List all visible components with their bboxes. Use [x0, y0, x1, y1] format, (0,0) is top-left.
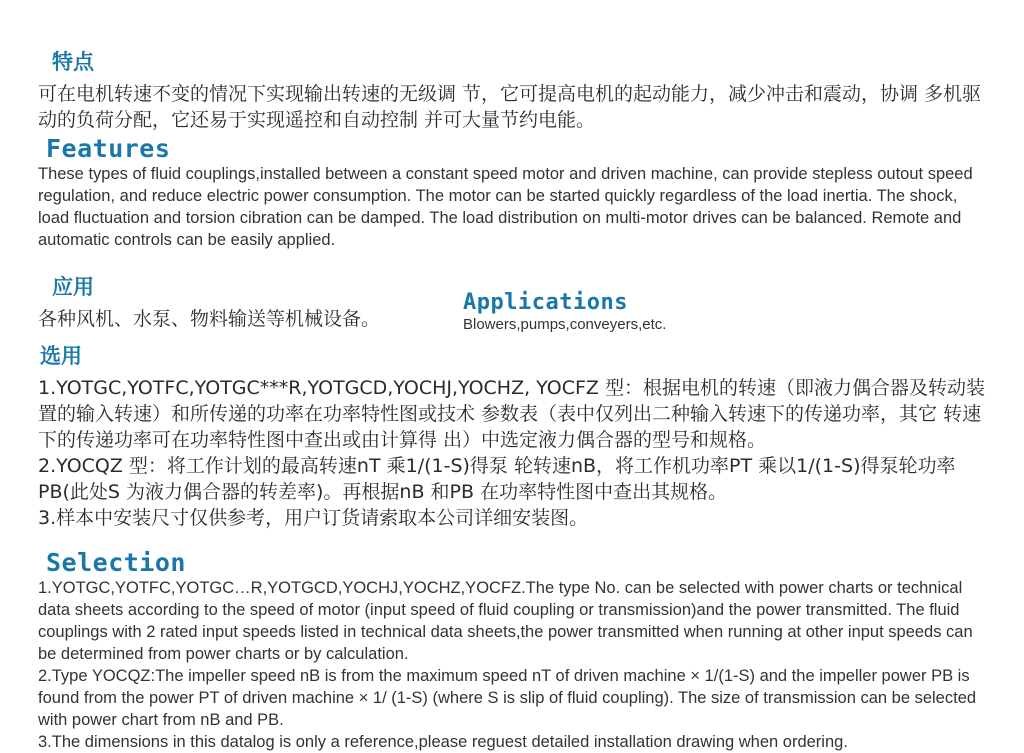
selection-cn-heading: 选用: [40, 343, 82, 368]
selection-en-list: [38, 577, 986, 753]
features-cn-heading: 特点: [52, 50, 94, 74]
selection-en-heading: Selection: [46, 548, 186, 578]
applications-cn-paragraph: 各种风机、水泵、物料输送等机械设备。: [38, 307, 381, 330]
selection-cn-item-3: 3.样本中安装尺寸仅供参考，用户订货请索取本公司详细安装图。: [38, 507, 589, 530]
selection-en-item-1: 1.YOTGC,YOTFC,YOTGC…R,YOTGCD,YOCHJ,YOCHZ,YOCFZ.The type No. can be selected with power charts or technical data sheets according to the speed of motor (input speed of fluid coupling or transmission)and the power transmitted. The fluid couplings with 2 rated input speeds listed in technical data sheets,the power transmitted when running at other input speeds can be determined from power charts or by calculation.: [38, 578, 973, 663]
applications-cn-heading: 应用: [52, 274, 94, 299]
section-selection-en: [38, 549, 986, 753]
selection-cn-item-1: 1.YOTGC,YOTFC,YOTGC***R,YOTGCD,YOCHJ,YOCHZ, YOCFZ 型：根据电机的转速（即液力偶合器及转动装置的输入转速）和所传递的功率在功率特性图或技术 参数表（表中仅列出二种输入转速下的传递功率，其它 转速下的传递功率可在功率特性图中查出或由计算得 出）中选定液力偶合器的型号和规格。: [38, 377, 985, 452]
section-selection-cn: [38, 344, 986, 531]
features-cn-paragraph: 可在电机转速不变的情况下实现输出转速的无级调 节，它可提高电机的起动能力，减少冲击和震动，协调 多机驱动的负荷分配，它还易于实现遥控和自动控制 并可大量节约电能。: [38, 83, 982, 132]
applications-en-block: [463, 275, 666, 334]
section-features-cn: [38, 50, 986, 133]
selection-cn-item-2: 2.YOCQZ 型：将工作计划的最高转速nT 乘1/(1-S)得泵 轮转速nB，将工作机功率PT 乘以1/(1-S)得泵轮功率 PB(此处S 为液力偶合器的转差率)。再根据nB 和PB 在功率特性图中查出其规格。: [38, 455, 956, 504]
section-features-en: [38, 135, 986, 251]
selection-en-item-2: 2.Type YOCQZ:The impeller speed nB is from the maximum speed nT of driven machine × 1/(1-S) and the impeller power PB is found from the power PT of driven machine × 1/ (1-S) (where S is slip of fluid coupling). The size of transmission can be selected with power chart from nB and PB.: [38, 666, 977, 729]
features-en-heading: Features: [46, 134, 171, 164]
selection-cn-list: [38, 375, 986, 531]
applications-cn-block: [38, 275, 463, 332]
applications-en-paragraph: Blowers,pumps,conveyers,etc.: [463, 315, 667, 333]
section-applications: [38, 275, 986, 334]
applications-en-heading: Applications: [463, 289, 628, 315]
selection-en-item-3: 3.The dimensions in this datalog is only a reference,please reguest detailed installation drawing when ordering.: [38, 732, 848, 751]
features-en-paragraph: These types of fluid couplings,installed between a constant speed motor and driven machine, can provide stepless outout speed regulation, and reduce electric power consumption. The motor can be started quickly regardless of the load inertia. The shock, load fluctuation and torsion cibration can be damped. The load distribution on multi-motor drives can be balanced. Remote and automatic controls can be easily applied.: [38, 164, 973, 249]
